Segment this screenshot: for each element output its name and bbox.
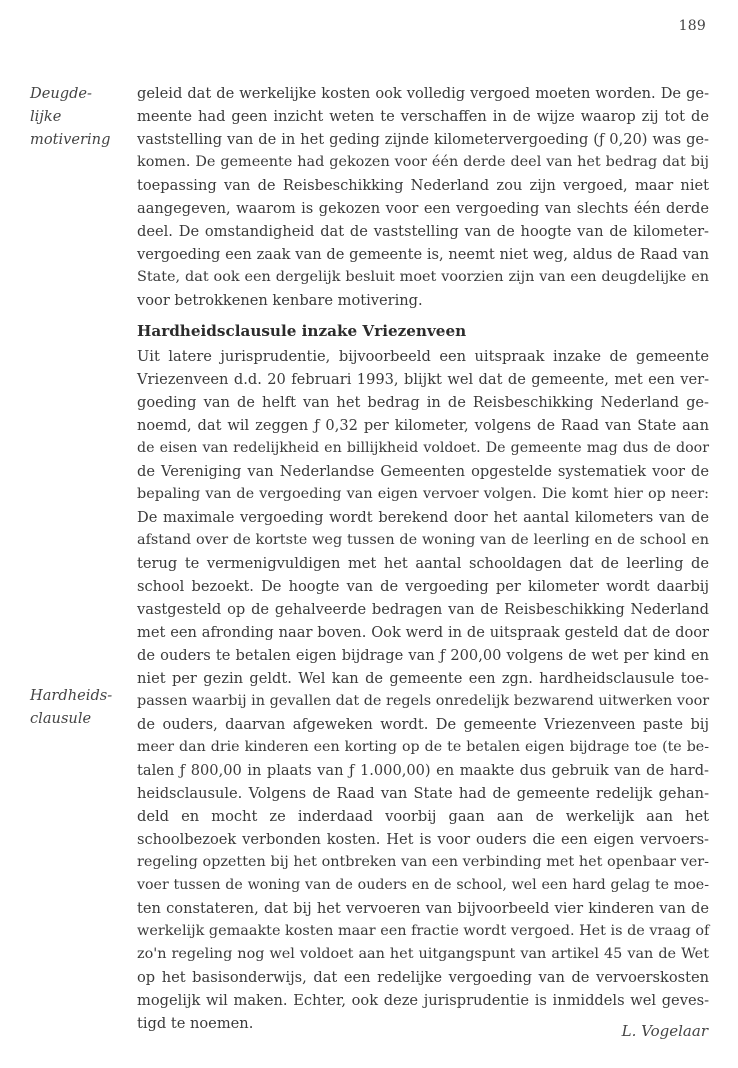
author-signature: L. Vogelaar bbox=[621, 1022, 708, 1040]
text-line: niet per gezin geldt. Wel kan de gemeente een zgn. hardheidsclausule toe- bbox=[137, 670, 709, 687]
margin-note-deugdelijke-motivering bbox=[30, 82, 126, 151]
text-line: werkelijk gemaakte kosten maar een fractie wordt vergoed. Het is de vraag of bbox=[137, 923, 710, 939]
margin-note-hardheidsclausule bbox=[30, 684, 126, 730]
margin-note-line: Deugde- bbox=[30, 85, 92, 102]
text-line: Uit latere jurisprudentie, bijvoorbeeld een uitspraak inzake de gemeente bbox=[137, 348, 709, 365]
text-line: vergoeding een zaak van de gemeente is, neemt niet weg, aldus de Raad van bbox=[137, 246, 709, 263]
text-line: State, dat ook een dergelijk besluit moet voorzien zijn van een deugdelijke en bbox=[137, 269, 709, 285]
text-line: schoolbezoek verbonden kosten. Het is voor ouders die een eigen vervoers- bbox=[137, 831, 709, 848]
text-line: voer tussen de woning van de ouders en de school, wel een hard gelag te moe- bbox=[137, 877, 709, 893]
margin-note-line: motivering bbox=[30, 131, 111, 148]
text-line: afstand over de kortste weg tussen de woning van de leerling en de school en bbox=[137, 532, 709, 548]
text-line: talen ƒ 800,00 in plaats van ƒ 1.000,00) en maakte dus gebruik van de hard- bbox=[137, 762, 709, 779]
margin-note-line: Hardheids- bbox=[30, 687, 113, 704]
text-line: ten constateren, dat bij het vervoeren van bijvoorbeeld vier kinderen van de bbox=[137, 900, 709, 917]
margin-note-line: clausule bbox=[30, 710, 92, 727]
paragraph-motivering bbox=[137, 82, 709, 312]
text-line: regeling opzetten bij het ontbreken van een verbinding met het openbaar ver- bbox=[137, 854, 709, 870]
text-line: zo'n regeling nog wel voldoet aan het uitgangspunt van artikel 45 van de Wet bbox=[137, 946, 709, 962]
text-line: met een afronding naar boven. Ook werd in de uitspraak gesteld dat de door bbox=[137, 624, 709, 641]
text-line: passen waarbij in gevallen dat de regels onredelijk bezwarend uitwerken voor bbox=[137, 693, 710, 709]
text-line: deel. De omstandigheid dat de vaststelling van de hoogte van de kilometer- bbox=[137, 223, 709, 240]
text-line: op het basisonderwijs, dat een redelijke vergoeding van de vervoerskosten bbox=[137, 969, 709, 986]
text-line: komen. De gemeente had gekozen voor één derde deel van het bedrag dat bij bbox=[137, 154, 709, 170]
text-line: de ouders, daarvan afgeweken wordt. De gemeente Vriezenveen paste bij bbox=[137, 716, 709, 733]
text-line: de Vereniging van Nederlandse Gemeenten opgestelde systematiek voor de bbox=[137, 463, 709, 480]
text-line: aangegeven, waarom is gekozen voor een vergoeding van slechts één derde bbox=[137, 200, 709, 217]
text-line: school bezoekt. De hoogte van de vergoeding per kilometer wordt daarbij bbox=[137, 578, 709, 595]
text-line: goeding van de helft van het bedrag in de Reisbeschikking Nederland ge- bbox=[137, 394, 709, 411]
text-line: bepaling van de vergoeding van eigen vervoer volgen. Die komt hier op neer: bbox=[137, 486, 709, 502]
section-heading: Hardheidsclausule inzake Vriezenveen bbox=[137, 322, 467, 340]
text-line: vaststelling van de in het geding zijnde kilometervergoeding (ƒ 0,20) was ge- bbox=[137, 131, 709, 148]
text-line: geleid dat de werkelijke kosten ook volledig vergoed moeten worden. De ge- bbox=[137, 85, 709, 102]
margin-note-line: lijke bbox=[30, 108, 62, 125]
text-line: voor betrokkenen kenbare motivering. bbox=[137, 292, 423, 309]
text-line: mogelijk wil maken. Echter, ook deze jurisprudentie is inmiddels wel geves- bbox=[137, 992, 709, 1009]
text-line: terug te vermenigvuldigen met het aantal schooldagen dat de leerling de bbox=[137, 555, 709, 572]
text-line: de ouders te betalen eigen bijdrage van ƒ 200,00 volgens de wet per kind en bbox=[137, 647, 709, 664]
text-line: toepassing van de Reisbeschikking Nederland zou zijn vergoed, maar niet bbox=[137, 177, 709, 194]
text-line: de eisen van redelijkheid en billijkheid voldoet. De gemeente mag dus de door bbox=[137, 440, 709, 456]
page-number: 189 bbox=[678, 18, 706, 34]
text-line: meente had geen inzicht weten te verschaffen in de wijze waarop zij tot de bbox=[137, 108, 709, 125]
text-line: deld en mocht ze inderdaad voorbij gaan aan de werkelijk aan het bbox=[137, 808, 709, 825]
text-line: vastgesteld op de gehalveerde bedragen van de Reisbeschikking Nederland bbox=[137, 601, 709, 618]
text-line: De maximale vergoeding wordt berekend door het aantal kilometers van de bbox=[137, 509, 709, 526]
text-line: Vriezenveen d.d. 20 februari 1993, blijkt wel dat de gemeente, met een ver- bbox=[137, 371, 709, 388]
text-line: noemd, dat wil zeggen ƒ 0,32 per kilometer, volgens de Raad van State aan bbox=[137, 417, 709, 434]
text-line: heidsclausule. Volgens de Raad van State had de gemeente redelijk gehan- bbox=[137, 785, 709, 802]
text-line: tigd te noemen. bbox=[137, 1015, 254, 1032]
paragraph-hardheidsclausule bbox=[137, 345, 709, 1035]
text-line: meer dan drie kinderen een korting op de te betalen eigen bijdrage toe (te be- bbox=[137, 739, 709, 755]
